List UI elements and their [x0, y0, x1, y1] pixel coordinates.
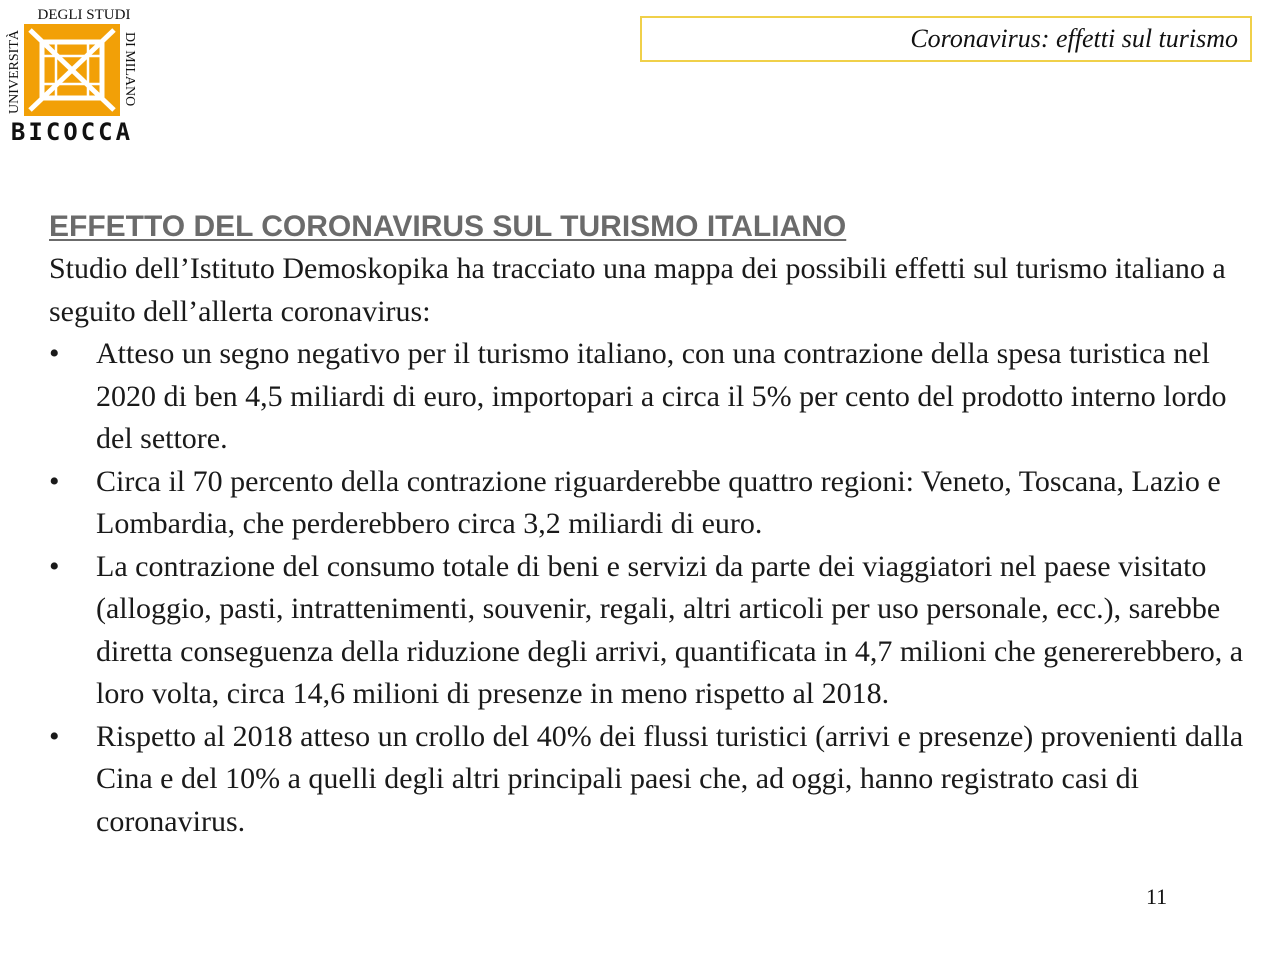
university-logo	[2, 2, 140, 144]
bullet-item	[49, 716, 1249, 844]
bullet-icon: •	[49, 549, 60, 583]
bullet-item	[49, 546, 1249, 716]
bullet-text: Rispetto al 2018 atteso un crollo del 40% dei flussi turistici (arrivi e presenze) provenienti dalla Cina e del 10% a quelli degli altri principali paesi che, ad oggi, hanno registrato casi di coronavirus.	[96, 719, 1244, 838]
bullet-text: Circa il 70 percento della contrazione riguarderebbe quattro regioni: Veneto, Toscana, Lazio e Lombardia, che perderebbero circa 3,2 miliardi di euro.	[96, 464, 1221, 540]
bullet-item	[49, 333, 1249, 461]
header-title: Coronavirus: effetti sul turismo	[910, 24, 1238, 53]
bullet-icon: •	[49, 337, 60, 370]
slide-intro: Studio dell’Istituto Demoskopika ha tracciato una mappa dei possibili effetti sul turismo italiano a seguito dell’allerta coronavirus:	[49, 252, 1226, 328]
logo-left-text: UNIVERSITÀ	[7, 30, 22, 114]
bullet-text: Atteso un segno negativo per il turismo italiano, con una contrazione della spesa turistica nel 2020 di ben 4,5 miliardi di euro, importopari a circa il 5% per cento del prodotto interno lordo del settore.	[96, 337, 1227, 455]
bullet-icon: •	[49, 464, 60, 498]
header-title-box	[640, 16, 1252, 62]
bullet-text: La contrazione del consumo totale di beni e servizi da parte dei viaggiatori nel paese visitato (alloggio, pasti, intrattenimenti, souvenir, regali, altri articoli per uso personale, ecc.), sarebbe diretta conseguenza della riduzione degli arrivi, quantificata in 4,7 milioni che genererebbero, a loro volta, circa 14,6 milioni di presenze in meno rispetto al 2018.	[96, 549, 1244, 710]
logo-bottom-text: BICOCCA	[10, 118, 134, 144]
slide-content	[49, 206, 1249, 843]
logo-right-text: DI MILANO	[122, 32, 137, 107]
logo-top-text: DEGLI STUDI	[37, 7, 131, 23]
page-number: 11	[1146, 884, 1168, 909]
bullet-list	[49, 333, 1249, 843]
bullet-icon: •	[49, 719, 60, 753]
bullet-item	[49, 461, 1249, 546]
slide-heading: EFFETTO DEL CORONAVIRUS SUL TURISMO ITALIANO	[49, 210, 847, 243]
